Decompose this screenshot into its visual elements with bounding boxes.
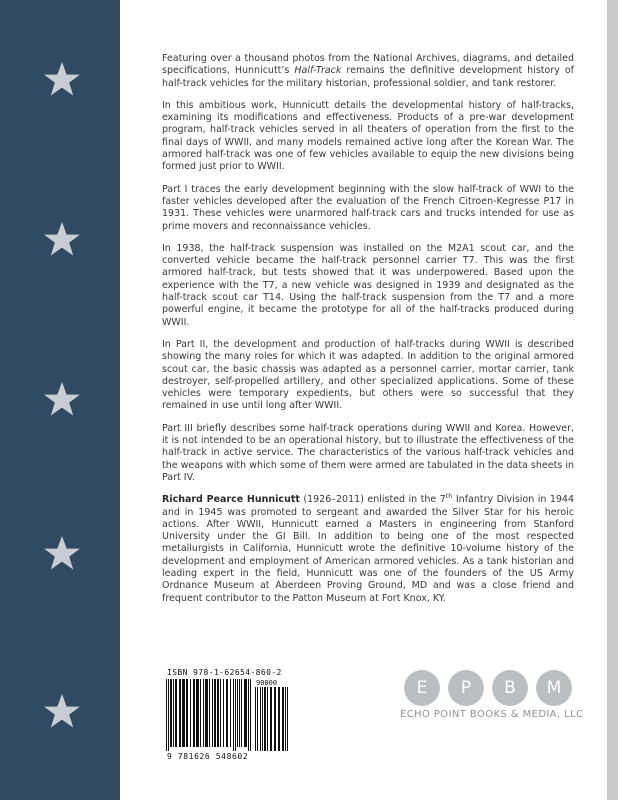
- logo-letter-e: E: [404, 670, 440, 706]
- star-icon: [42, 380, 82, 420]
- back-cover-text: [162, 53, 574, 615]
- publisher-name: ECHO POINT BOOKS & MEDIA, LLC: [400, 709, 584, 720]
- logo-letter-m: M: [536, 670, 572, 706]
- logo-letter-b: B: [492, 670, 528, 706]
- isbn-label: ISBN 978-1-62654-860-2: [167, 668, 282, 677]
- body-paragraph: Part III briefly describes some half-track operations during WWII and Korea. However, it is not intended to be an operational history, but to illustrate the effectiveness of the half-track in active service. The characteristics of the various half-track vehicles and the weapons with which some of them were armed are tabulated in the data sheets in Part IV.: [162, 422, 574, 483]
- isbn-barcode: [163, 668, 290, 764]
- logo-letter-p: P: [448, 670, 484, 706]
- body-paragraph: Part I traces the early development beginning with the slow half-track of WWI to the faster vehicles developed after the evaluation of the French Citroen-Kegresse P17 in 1931. These vehicles were unarmored half-track cars and trucks intended for use as prime movers and reconnaissance vehicles.: [162, 183, 574, 232]
- star-icon: [42, 692, 82, 732]
- star-icon: [42, 220, 82, 260]
- blue-sidebar: [0, 0, 120, 800]
- author-name: Richard Pearce Hunnicutt: [162, 494, 300, 506]
- right-edge-bar: [607, 0, 618, 800]
- author-bio: Richard Pearce Hunnicutt (1926–2011) enlisted in the 7th Infantry Division in 1944 and in 1945 was promoted to sergeant and awarded the Silver Star for his heroic actions. After WWII, Hunnicutt earned a Masters in engineering from Stanford University under the GI Bill. In addition to being one of the most respected metallurgists in California, Hunnicutt wrote the definitive 10-volume history of the development and employment of American armored vehicles. As a tank historian and leading expert in the field, Hunnicutt was one of the founders of the US Army Ordnance Museum at Aberdeen Proving Ground, MD and was a close friend and frequent contributor to the Patton Museum at Fort Knox, KY.: [162, 492, 575, 604]
- publisher-logo: [398, 670, 584, 728]
- star-icon: [42, 60, 82, 100]
- ean-digits: 9 781626 548602: [167, 752, 249, 761]
- star-icon: [42, 534, 82, 574]
- body-paragraph: In this ambitious work, Hunnicutt details the developmental history of half-tracks, examining its modifications and effectiveness. Products of a pre-war development program, half-track vehicles served in all theaters of operation from the first to the final days of WWII, and many models remained active long after the Korean War. The armored half-track was one of few vehicles available to equip the new divisions being formed just prior to WWII.: [162, 99, 574, 173]
- barcode-graphic: [163, 679, 290, 751]
- body-paragraph: In 1938, the half-track suspension was installed on the M2A1 scout car, and the converted vehicle became the half-track personnel carrier T7. This was the first armored half-track, but tests showed that it was underpowered. Based upon the experience with the T7, a new vehicle was designed in 1939 and designated as the half-track scout car T14. Using the half-track suspension from the T7 and a more powerful engine, it became the prototype for all of the half-tracks produced during WWII.: [162, 242, 574, 328]
- intro-paragraph: Featuring over a thousand photos from the National Archives, diagrams, and detailed specifications, Hunnicutt’s Half-Track remains the definitive development history of half-track vehicles for the military historian, professional soldier, and tank restorer.: [162, 53, 574, 89]
- body-paragraph: In Part II, the development and production of half-tracks during WWII is described showing the many roles for which it was adapted. In addition to the original armored scout car, the basic chassis was adapted as a personnel carrier, mortar carrier, tank destroyer, self-propelled artillery, and other specialized applications. Some of these vehicles were temporary expedients, but others were so successful that they remained in use until long after WWII.: [162, 338, 574, 412]
- addon-digits: 90000: [256, 679, 278, 687]
